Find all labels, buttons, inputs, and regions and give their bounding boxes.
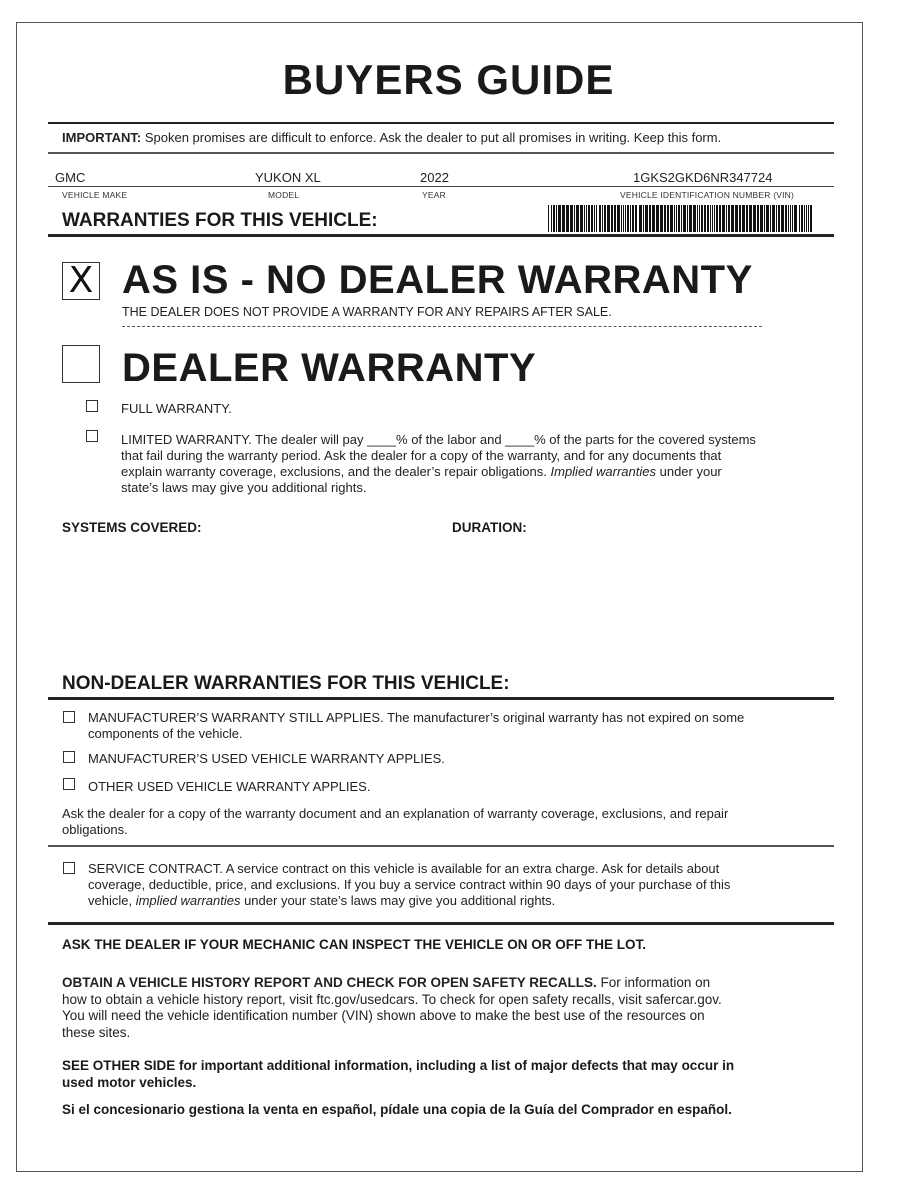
history-line-3: You will need the vehicle identification number (VIN) shown above to make the best use of the resources on <box>62 1008 705 1023</box>
vehicle-vin-label: VEHICLE IDENTIFICATION NUMBER (VIN) <box>620 190 795 200</box>
vehicle-vin-value: 1GKS2GKD6NR347724 <box>633 170 773 185</box>
limited-line-4: state’s laws may give you additional rights. <box>121 480 367 495</box>
ask-copy-line-1: Ask the dealer for a copy of the warranty document and an explanation of warranty coverage, exclusions, and repair <box>62 806 729 821</box>
limited-line-1: LIMITED WARRANTY. The dealer will pay ____% of the labor and ____% of the parts for the covered systems <box>121 432 756 447</box>
important-label: IMPORTANT: <box>62 130 142 145</box>
implied-warranties-italic: Implied warranties <box>550 464 656 479</box>
warranties-rule <box>48 234 834 237</box>
systems-covered-label: SYSTEMS COVERED: <box>62 520 202 535</box>
used-vehicle-warranty-checkbox[interactable] <box>63 751 75 763</box>
important-text: Spoken promises are difficult to enforce. Ask the dealer to put all promises in writing. Keep this form. <box>144 130 722 145</box>
limited-line-3 <box>121 464 821 480</box>
vehicle-year-value: 2022 <box>420 170 449 185</box>
limited-warranty-checkbox[interactable] <box>86 430 98 442</box>
service-implied-italic: implied warranties <box>135 893 241 908</box>
as-is-subtext: THE DEALER DOES NOT PROVIDE A WARRANTY FOR ANY REPAIRS AFTER SALE. <box>122 305 612 319</box>
spanish-notice: Si el concesionario gestiona la venta en español, pídale una copia de la Guía del Comprador en español. <box>62 1102 732 1117</box>
limited-line-3-pre: explain warranty coverage, exclusions, and the dealer’s repair obligations. <box>121 464 551 479</box>
vin-barcode <box>548 205 812 232</box>
limited-warranty-text <box>121 432 821 496</box>
history-line-4: these sites. <box>62 1024 131 1040</box>
service-contract-text <box>88 861 828 909</box>
service-line-2: coverage, deductible, price, and exclusions. If you buy a service contract within 90 days of your purchase of this <box>88 877 731 892</box>
dealer-warranty-heading: DEALER WARRANTY <box>122 346 537 390</box>
see-other-side-line-2: used motor vehicles. <box>62 1075 197 1090</box>
vehicle-year-label: YEAR <box>422 190 446 200</box>
warranties-heading: WARRANTIES FOR THIS VEHICLE: <box>62 210 378 231</box>
vehicle-model-label: MODEL <box>268 190 300 200</box>
non-dealer-rule <box>48 697 834 700</box>
vehicle-make-value: GMC <box>55 170 86 185</box>
history-line-2: how to obtain a vehicle history report, visit ftc.gov/usedcars. To check for open safety recalls, visit safercar.gov. <box>62 991 722 1007</box>
important-notice <box>62 130 721 145</box>
vehicle-model-value: YUKON XL <box>255 170 321 185</box>
history-line-1 <box>62 975 832 992</box>
vehicle-fields-rule <box>48 186 834 187</box>
manufacturer-warranty-checkbox[interactable] <box>63 711 75 723</box>
limited-line-2: that fail during the warranty period. Ask the dealer for a copy of the warranty, and for any documents that <box>121 448 722 463</box>
service-rule <box>48 845 834 847</box>
inspect-notice: ASK THE DEALER IF YOUR MECHANIC CAN INSPECT THE VEHICLE ON OR OFF THE LOT. <box>62 937 647 952</box>
service-contract-checkbox[interactable] <box>63 862 75 874</box>
full-warranty-checkbox[interactable] <box>86 400 98 412</box>
as-is-check-mark: X <box>68 260 94 301</box>
used-vehicle-warranty-text: MANUFACTURER’S USED VEHICLE WARRANTY APPLIES. <box>88 751 445 766</box>
dealer-warranty-checkbox[interactable] <box>62 345 100 383</box>
ask-copy-line-2: obligations. <box>62 822 128 837</box>
history-report-text <box>62 975 832 1041</box>
vehicle-make-label: VEHICLE MAKE <box>62 190 128 200</box>
service-line-1: SERVICE CONTRACT. A service contract on this vehicle is available for an extra charge. Ask for details about <box>88 861 720 876</box>
duration-label: DURATION: <box>452 520 527 535</box>
manufacturer-line-2: components of the vehicle. <box>88 726 243 741</box>
dashed-divider <box>122 326 762 327</box>
ask-copy-text <box>62 806 832 838</box>
full-warranty-label: FULL WARRANTY. <box>121 401 232 416</box>
service-line-3-pre: vehicle, <box>88 893 136 908</box>
history-line-1-post: For information on <box>596 975 711 990</box>
see-other-side <box>62 1057 832 1091</box>
as-is-heading: AS IS - NO DEALER WARRANTY <box>122 258 753 302</box>
limited-line-3-post: under your <box>656 464 722 479</box>
history-bold: OBTAIN A VEHICLE HISTORY REPORT AND CHECK FOR OPEN SAFETY RECALLS. <box>62 975 597 990</box>
bottom-section-rule <box>48 922 834 925</box>
as-is-checkbox[interactable] <box>62 262 100 300</box>
header-rule <box>48 122 834 124</box>
manufacturer-line-1: MANUFACTURER’S WARRANTY STILL APPLIES. The manufacturer’s original warranty has not expired on some <box>88 710 745 725</box>
service-line-3-post: under your state’s laws may give you additional rights. <box>240 893 556 908</box>
manufacturer-warranty-text <box>88 710 828 742</box>
see-other-side-line-1: SEE OTHER SIDE for important additional information, including a list of major defects that may occur in <box>62 1058 735 1073</box>
service-line-3 <box>88 893 828 909</box>
non-dealer-heading: NON-DEALER WARRANTIES FOR THIS VEHICLE: <box>62 673 510 694</box>
other-used-warranty-checkbox[interactable] <box>63 778 75 790</box>
page-title: BUYERS GUIDE <box>282 56 615 103</box>
other-used-warranty-text: OTHER USED VEHICLE WARRANTY APPLIES. <box>88 779 371 794</box>
notice-rule <box>48 152 834 154</box>
